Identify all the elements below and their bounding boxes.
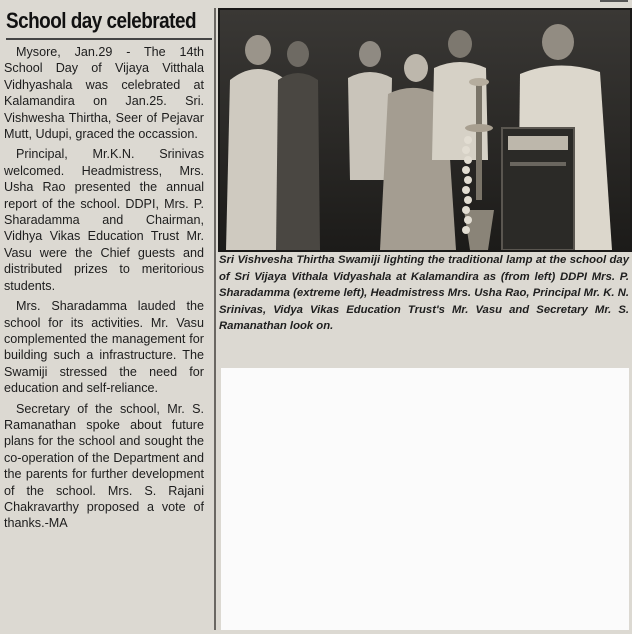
article-headline: School day celebrated: [6, 8, 197, 33]
article-paragraph: Mrs. Sharadamma lauded the school for its activities. Mr. Vasu complemented the management for building such a infrastructure. The Swamiji stressed the need for education and self-reliance.: [4, 299, 204, 396]
photo-image: [220, 10, 630, 250]
article-paragraph: Secretary of the school, Mr. S. Ramanathan spoke about future plans for the school and sought the co-operation of the Department and the parents for further development of the school. Mrs. S. Rajani Chakravarthy proposed a vote of thanks.-MA: [4, 401, 204, 531]
article-paragraph: Principal, Mr.K.N. Srinivas welcomed. Headmistress, Mrs. Usha Rao presented the annual report of the school. DDPI, Mrs. P. Sharadamma and Chairman, Vidhya Vikas Education Trust Mr. Vasu were the Chief guests and distributed prizes to meritorious students.: [4, 147, 204, 293]
article-body: [4, 44, 204, 630]
headline-rule: [6, 38, 212, 40]
photo-caption: Sri Vishvesha Thirtha Swamiji lighting the traditional lamp at the school day of Sri Vijaya Vithala Vidyashala at Kalamandira as (from left) DDPI Mrs. P. Sharadamma (extreme left), Headmistress Mrs. Usha Rao, Principal Mr. K. N. Srinivas, Vidya Vikas Education Trust's Mr. Vasu and Secretary Mr. S. Ramanathan look on.: [219, 254, 629, 333]
column-divider: [214, 8, 216, 630]
news-photo: [218, 8, 632, 252]
banner-board: [502, 128, 574, 250]
blank-area: [221, 368, 629, 630]
article-paragraph: Mysore, Jan.29 - The 14th School Day of Vijaya Vitthala Vidhyashala was celebrated at Kalamandira on Jan.25. Sri. Vishwesha Thirtha, Seer of Pejavar Mutt, Udupi, graced the occassion.: [4, 45, 204, 142]
corner-mark: [600, 0, 628, 8]
